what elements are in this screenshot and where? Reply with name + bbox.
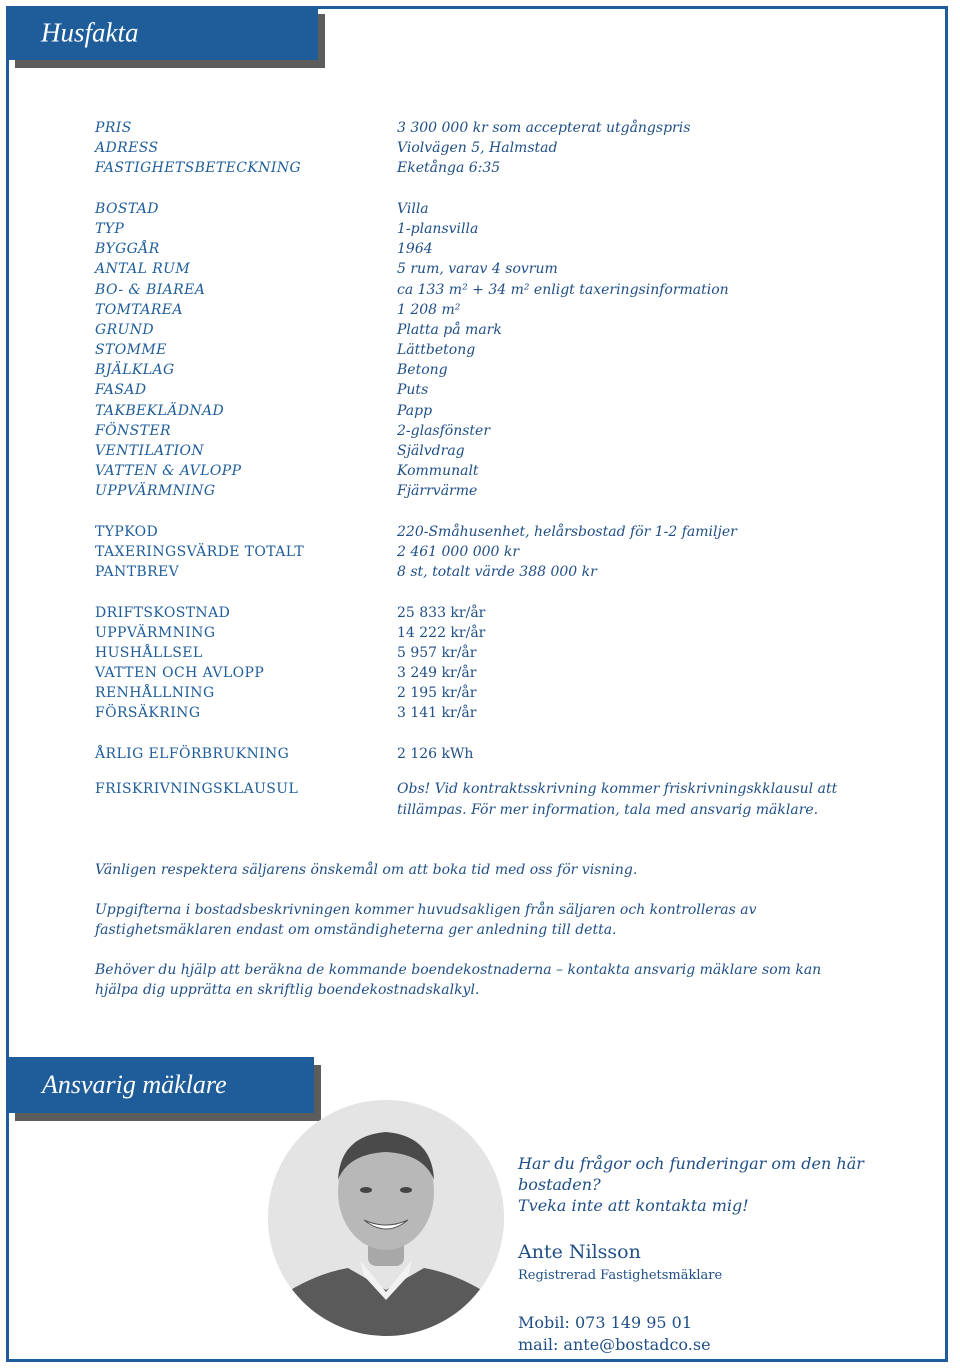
fact-label: BYGGÅR (95, 241, 160, 258)
fact-label: TYP (95, 220, 125, 237)
fact-row (95, 603, 895, 623)
fact-label: VATTEN OCH AVLOPP (95, 665, 265, 682)
disclaimer-text: Obs! Vid kontraktsskrivning kommer friskrivningskklausul att tillämpas. För mer information, tala med ansvarig mäklare. (397, 781, 838, 818)
fact-value: Papp (397, 402, 433, 419)
fact-row (95, 461, 895, 481)
fact-label: FÖRSÄKRING (95, 705, 201, 722)
fact-value: Villa (397, 200, 429, 217)
fact-value: 14 222 kr/år (397, 624, 486, 641)
disclaimer-label: FRISKRIVNINGSKLAUSUL (95, 781, 299, 797)
fact-row (95, 219, 895, 239)
section-title: Husfakta (41, 17, 139, 48)
fact-label: ANTAL RUM (95, 261, 191, 278)
facts-table (95, 118, 895, 764)
contact-encouragement: Tveka inte att kontakta mig! (518, 1196, 749, 1215)
agent-name: Ante Nilsson (518, 1241, 641, 1263)
fact-row (95, 481, 895, 501)
fact-row (95, 522, 895, 542)
fact-row (95, 703, 895, 723)
fact-value: 2 126 kWh (397, 745, 474, 762)
fact-row (95, 441, 895, 461)
fact-row (95, 643, 895, 663)
fact-row (95, 380, 895, 400)
agent-email[interactable]: mail: ante@bostadco.se (518, 1335, 711, 1354)
fact-value: 8 st, totalt värde 388 000 kr (397, 564, 597, 581)
fact-label: BO- & BIAREA (95, 281, 206, 298)
fact-row (95, 259, 895, 279)
fact-row (95, 562, 895, 582)
fact-value: Lättbetong (397, 342, 476, 359)
fact-label: STOMME (95, 342, 167, 359)
section-title: Ansvarig mäklare (42, 1070, 227, 1099)
fact-label: TAKBEKLÄDNAD (95, 402, 225, 419)
fact-value: 5 rum, varav 4 sovrum (397, 261, 558, 278)
fact-value: 220-Småhusenhet, helårsbostad för 1-2 familjer (397, 523, 737, 540)
fact-label: ADRESS (95, 140, 159, 157)
fact-label: TOMTAREA (95, 301, 183, 318)
fact-label: FASTIGHETSBETECKNING (95, 160, 302, 177)
fact-row (95, 300, 895, 320)
note-paragraph: Behöver du hjälp att beräkna de kommande boendekostnaderna – kontakta ansvarig mäklare som kan hjälpa dig upprätta en skriftlig boendekostnadskalkyl. (95, 961, 822, 998)
note-paragraph: Vänligen respektera säljarens önskemål om att boka tid med oss för visning. (95, 862, 638, 878)
fact-value: Betong (397, 362, 448, 379)
section-banner-husfakta (8, 6, 318, 60)
fact-label: HUSHÅLLSEL (95, 644, 203, 661)
fact-row (95, 199, 895, 219)
fact-row (95, 744, 895, 764)
fact-value: Puts (397, 382, 429, 399)
fact-label: GRUND (95, 321, 154, 338)
fact-label: RENHÅLLNING (95, 685, 215, 702)
fact-row (95, 239, 895, 259)
fact-row (95, 320, 895, 340)
contact-question: Har du frågor och funderingar om den här bostaden? (518, 1154, 864, 1194)
fact-label: TYPKOD (95, 523, 159, 540)
fact-value: Violvägen 5, Halmstad (397, 140, 558, 157)
fact-row (95, 683, 895, 703)
fact-row (95, 138, 895, 158)
agent-photo (268, 1100, 504, 1336)
section-banner-agent (8, 1057, 314, 1113)
fact-label: BOSTAD (95, 200, 159, 217)
agent-portrait-illustration (268, 1100, 504, 1336)
fact-label: UPPVÄRMNING (95, 483, 216, 500)
fact-value: 3 300 000 kr som accepterat utgångspris (397, 120, 691, 136)
notes-section (95, 860, 865, 1020)
fact-value: 2-glasfönster (397, 422, 491, 439)
fact-label: VENTILATION (95, 443, 205, 459)
fact-row (95, 542, 895, 562)
fact-value: 1964 (397, 241, 433, 258)
fact-label: FÖNSTER (95, 422, 171, 439)
agent-contact (518, 1153, 938, 1356)
fact-value: Platta på mark (397, 321, 502, 338)
fact-label: FASAD (95, 382, 147, 399)
fact-value: 2 461 000 000 kr (397, 543, 520, 560)
fact-label: BJÄLKLAG (95, 362, 175, 379)
fact-row (95, 280, 895, 300)
fact-row (95, 623, 895, 643)
note-paragraph: Uppgifterna i bostadsbeskrivningen kommer huvudsakligen från säljaren och kontrolleras av fastighetsmäklaren endast om omständigheterna ger anledning till detta. (95, 901, 757, 938)
fact-label: PANTBREV (95, 564, 180, 581)
fact-row (95, 118, 895, 138)
fact-value: Eketånga 6:35 (397, 160, 501, 177)
fact-label: VATTEN & AVLOPP (95, 463, 242, 480)
fact-label: DRIFTSKOSTNAD (95, 604, 231, 621)
fact-row (95, 663, 895, 683)
fact-label: UPPVÄRMNING (95, 624, 216, 641)
fact-value: 25 833 kr/år (397, 604, 486, 621)
fact-value: 3 249 kr/år (397, 665, 477, 682)
fact-row (95, 401, 895, 421)
fact-value: 5 957 kr/år (397, 644, 477, 661)
fact-value: Kommunalt (397, 463, 479, 480)
fact-label: TAXERINGSVÄRDE TOTALT (95, 543, 305, 560)
fact-value: 2 195 kr/år (397, 685, 477, 702)
fact-label: ÅRLIG ELFÖRBRUKNING (95, 745, 290, 762)
fact-row (95, 340, 895, 360)
fact-value: 3 141 kr/år (397, 705, 477, 722)
fact-row (95, 360, 895, 380)
fact-row (95, 158, 895, 178)
fact-value: Självdrag (397, 443, 465, 459)
fact-label: PRIS (95, 120, 132, 136)
fact-value: 1 208 m² (397, 301, 461, 318)
agent-role: Registrerad Fastighetsmäklare (518, 1268, 723, 1283)
fact-value: 1-plansvilla (397, 220, 479, 237)
agent-phone[interactable]: Mobil: 073 149 95 01 (518, 1313, 693, 1332)
fact-row (95, 421, 895, 441)
fact-value: Fjärrvärme (397, 483, 478, 500)
fact-value: ca 133 m² + 34 m² enligt taxeringsinformation (397, 281, 729, 298)
